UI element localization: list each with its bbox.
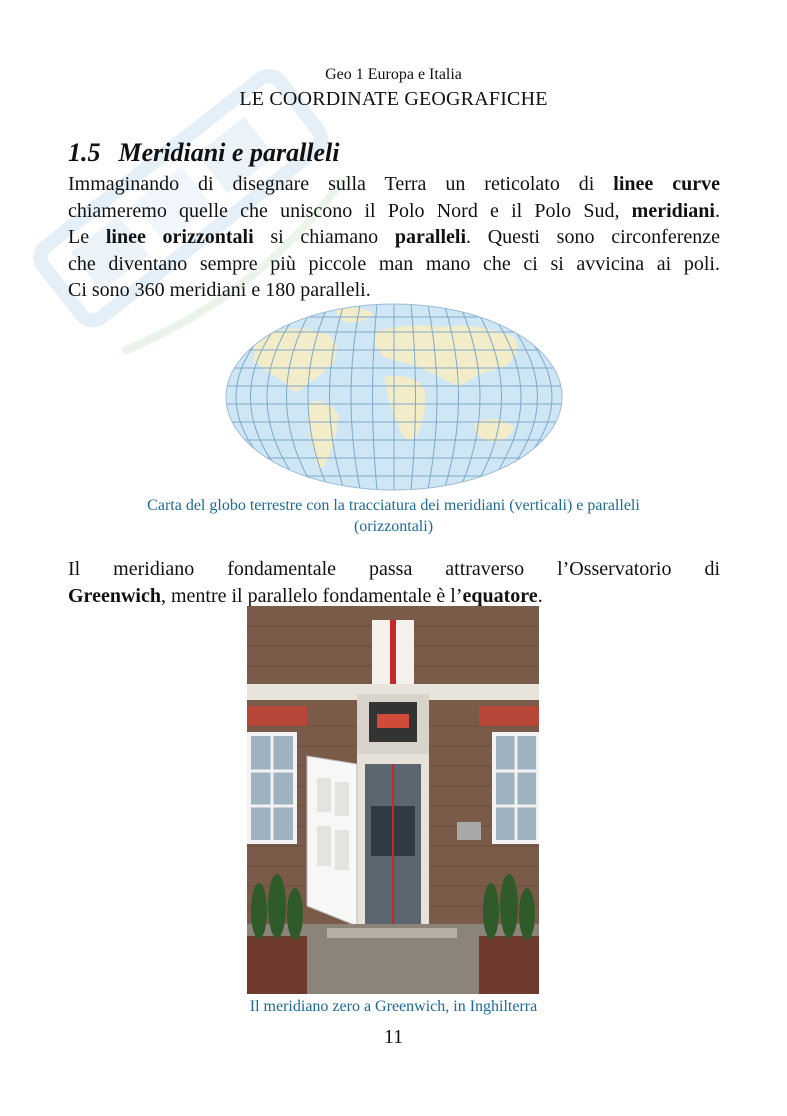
- text-line: [68, 171, 720, 198]
- page-number: 11: [383, 1026, 404, 1048]
- paragraph-greenwich: [68, 556, 720, 609]
- text-run: , mentre il parallelo fondamentale è l’: [160, 584, 463, 607]
- text-run: chiameremo quelle che uniscono il Polo Nord e il Polo Sud,: [68, 199, 632, 222]
- caption-line: Carta del globo terrestre con la tracciatura dei meridiani (verticali) e paralleli: [147, 497, 640, 514]
- paragraph-intro: [68, 171, 720, 304]
- bold-term: linee orizzontali: [105, 226, 254, 248]
- text-run: Immaginando di disegnare sulla Terra un reticolato di: [68, 173, 614, 195]
- text-run: si chiamano: [253, 226, 395, 248]
- section-heading: [68, 138, 340, 168]
- caption-line: (orizzontali): [353, 518, 434, 535]
- text-run: .: [715, 199, 720, 222]
- text-run: . Questi sono circonferenze: [466, 226, 720, 248]
- document-subject: Geo 1 Europa e Italia: [325, 66, 462, 83]
- text-line: Ci sono 360 meridiani e 180 paralleli.: [68, 279, 371, 301]
- text-run: .: [537, 584, 543, 607]
- section-number: 1.5: [68, 138, 101, 167]
- bold-term: Greenwich: [68, 584, 161, 607]
- world-map-grid-icon: [224, 302, 564, 492]
- figure-caption-map: [80, 495, 707, 537]
- bold-term: meridiani: [631, 199, 715, 222]
- section-title: Meridiani e paralleli: [118, 138, 340, 167]
- bold-term: paralleli: [394, 226, 467, 248]
- document-title: LE COORDINATE GEOGRAFICHE: [239, 88, 548, 110]
- text-line: [68, 224, 720, 251]
- text-line: Il meridiano fondamentale passa attraverso l’Osservatorio di: [68, 558, 720, 580]
- greenwich-building-photo-icon: [247, 606, 539, 994]
- text-run: Le: [68, 226, 106, 248]
- bold-term: linee curve: [613, 173, 720, 195]
- text-line: [68, 198, 720, 225]
- bold-term: equatore: [462, 584, 538, 607]
- text-line: che diventano sempre più piccole man mano che ci si avvicina ai poli.: [68, 252, 720, 275]
- figure-caption-greenwich: Il meridiano zero a Greenwich, in Inghilterra: [249, 998, 538, 1015]
